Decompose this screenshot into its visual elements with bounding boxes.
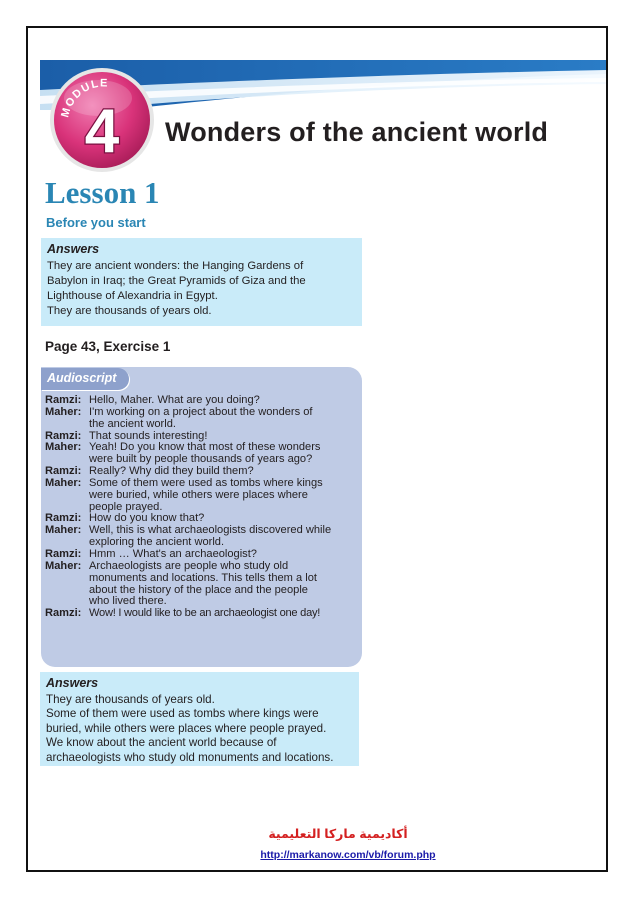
answer-line: Some of them were used as tombs where kings were bbox=[46, 707, 319, 721]
answer-line: Babylon in Iraq; the Great Pyramids of Giza and the bbox=[47, 275, 306, 287]
dialogue-line bbox=[45, 478, 365, 514]
dialogue-text: Well, this is what archaeologists discovered while exploring the ancient world. bbox=[89, 524, 332, 549]
answers-box-2 bbox=[40, 672, 359, 766]
answers-box-1 bbox=[41, 238, 362, 326]
answers-heading: Answers bbox=[47, 242, 100, 256]
module-badge bbox=[48, 66, 156, 174]
answer-line: We know about the ancient world because of bbox=[46, 736, 277, 750]
speaker-name: Maher: bbox=[45, 405, 82, 418]
dialogue-text: Yeah! Do you know that most of these wonders were built by people thousands of years ago? bbox=[89, 441, 321, 466]
speaker-name: Ramzi: bbox=[45, 394, 82, 406]
footer-academy-name: أكاديمية ماركا التعليمية bbox=[268, 827, 408, 841]
module-title: Wonders of the ancient world bbox=[165, 117, 549, 147]
section-heading: Before you start bbox=[46, 215, 146, 230]
dialogue-text: Really? Why did they build them? bbox=[89, 465, 254, 478]
answer-line: archaeologists who study old monuments and locations. bbox=[46, 750, 334, 764]
exercise-heading: Page 43, Exercise 1 bbox=[45, 339, 171, 354]
speaker-name: Ramzi: bbox=[45, 465, 82, 478]
dialogue-text: Archaeologists are people who study old monuments and locations. This tells them a lot about the history of the place and the people who lived there. bbox=[89, 559, 317, 608]
dialogue-line bbox=[45, 525, 365, 549]
dialogue-text: Hmm … What's an archaeologist? bbox=[89, 547, 257, 560]
audioscript-tab bbox=[41, 368, 129, 390]
speaker-name: Maher: bbox=[45, 476, 82, 489]
speaker-name: Ramzi: bbox=[45, 607, 82, 620]
answer-line: They are thousands of years old. bbox=[47, 305, 212, 317]
audioscript-transcript bbox=[45, 395, 365, 620]
module-number: 4 bbox=[84, 97, 120, 166]
speaker-name: Ramzi: bbox=[45, 512, 82, 525]
dialogue-text: Hello, Maher. What are you doing? bbox=[89, 394, 260, 406]
dialogue-text: How do you know that? bbox=[89, 512, 205, 525]
speaker-name: Ramzi: bbox=[45, 547, 82, 560]
footer-forum-link[interactable]: http://markanow.com/vb/forum.php bbox=[260, 849, 436, 861]
lesson-title: Lesson 1 bbox=[45, 175, 160, 210]
answer-line: Lighthouse of Alexandria in Egypt. bbox=[47, 290, 218, 302]
dialogue-text: Wow! I would like to be an archaeologist one day! bbox=[89, 607, 321, 620]
speaker-name: Maher: bbox=[45, 441, 82, 454]
dialogue-text: Some of them were used as tombs where kings were buried, while others were places where people prayed. bbox=[89, 476, 323, 513]
dialogue-text: That sounds interesting! bbox=[89, 429, 208, 442]
answers-heading: Answers bbox=[46, 676, 99, 690]
answer-line: buried, while others were places where people prayed. bbox=[46, 721, 327, 735]
dialogue-line bbox=[45, 407, 365, 431]
dialogue-line bbox=[45, 608, 365, 620]
dialogue-line bbox=[45, 442, 365, 466]
dialogue-text: I'm working on a project about the wonders of the ancient world. bbox=[89, 405, 313, 430]
speaker-name: Maher: bbox=[45, 524, 82, 537]
audioscript-label: Audioscript bbox=[47, 371, 117, 385]
answer-line: They are ancient wonders: the Hanging Gardens of bbox=[47, 260, 304, 272]
answer-line: They are thousands of years old. bbox=[46, 693, 215, 706]
module-word: MODULE bbox=[59, 77, 109, 119]
dialogue-line bbox=[45, 561, 365, 608]
speaker-name: Ramzi: bbox=[45, 429, 82, 442]
speaker-name: Maher: bbox=[45, 559, 82, 572]
